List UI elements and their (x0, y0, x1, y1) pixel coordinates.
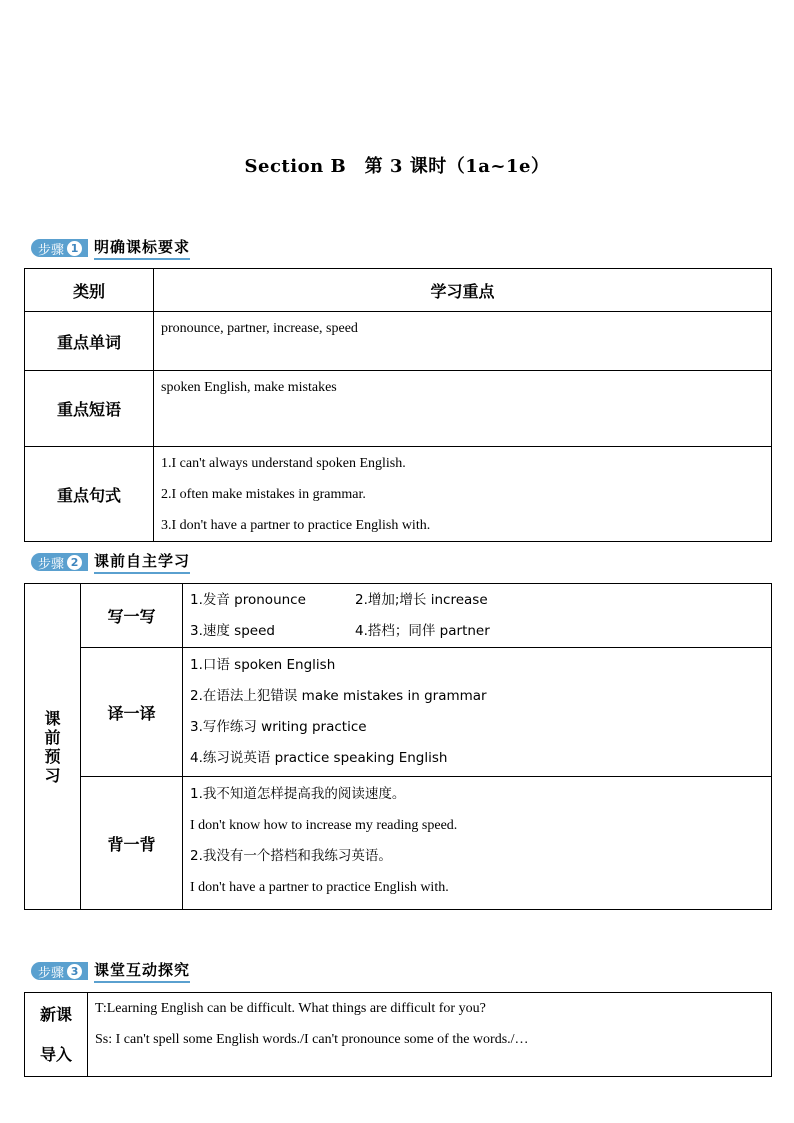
page-title: Section B 第 3 课时（1a~1e） (244, 156, 550, 177)
table-row (25, 993, 772, 1077)
lead-in-content (88, 993, 772, 1077)
content-line (190, 585, 771, 616)
content-line (190, 616, 771, 647)
content-line: 2.我没有一个搭档和我练习英语。 (190, 848, 392, 864)
dialogue-line: T:Learning English can be difficult. What things are difficult for you? (95, 1001, 486, 1016)
side-char: 预 (44, 746, 61, 766)
step-badge (31, 962, 88, 980)
content-line: spoken English, make mistakes (161, 380, 337, 395)
content-line: 3.I don't have a partner to practice English with. (161, 518, 431, 533)
vocab-item: 1.发音 pronounce (190, 592, 306, 608)
row-content (183, 777, 772, 910)
content-line: 2.I often make mistakes in grammar. (161, 487, 366, 502)
step-number: 1 (67, 241, 82, 256)
table-row (25, 312, 772, 371)
row-label: 写一写 (81, 584, 183, 648)
step-label: 明确课标要求 (94, 236, 190, 260)
table-row (25, 584, 772, 648)
step-2-heading (31, 551, 190, 573)
row-content (183, 584, 772, 648)
row-label: 背一背 (81, 777, 183, 910)
step-number: 2 (67, 555, 82, 570)
vocab-item: 2.增加;增长 increase (355, 592, 488, 608)
key-points-table (24, 268, 772, 542)
row-content (154, 447, 772, 542)
table-header-row (25, 269, 772, 312)
content-line: I don't know how to increase my reading speed. (190, 818, 458, 833)
content-line: 3.写作练习 writing practice (190, 719, 367, 735)
side-char: 前 (44, 727, 61, 747)
step-label: 课前自主学习 (94, 550, 190, 574)
step-badge (31, 553, 88, 571)
preview-side-label (25, 584, 81, 910)
vocab-item: 3.速度 speed (190, 623, 275, 639)
step-badge-text: 步骤 (38, 556, 65, 572)
side-char: 习 (44, 765, 61, 785)
preview-table (24, 583, 772, 910)
row-content (154, 312, 772, 371)
row-category: 重点单词 (25, 312, 154, 371)
step-number: 3 (67, 964, 82, 979)
content-line: 1.I can't always understand spoken English. (161, 456, 406, 471)
lead-in-label-line: 新课 (39, 1004, 72, 1024)
step-1-heading (31, 237, 190, 259)
content-line: 1.口语 spoken English (190, 657, 336, 673)
step-badge (31, 239, 88, 257)
content-line: 4.练习说英语 practice speaking English (190, 750, 448, 766)
lead-in-label (25, 993, 88, 1077)
dialogue-line: Ss: I can't spell some English words./I can't pronounce some of the words./… (95, 1032, 529, 1047)
side-char: 课 (44, 708, 61, 728)
step-badge-text: 步骤 (38, 965, 65, 981)
table-row (25, 777, 772, 910)
table-row (25, 648, 772, 777)
content-line: 2.在语法上犯错误 make mistakes in grammar (190, 688, 487, 704)
row-content (183, 648, 772, 777)
step-3-heading (31, 960, 190, 982)
table-row (25, 447, 772, 542)
lead-in-table (24, 992, 772, 1077)
header-focus: 学习重点 (154, 269, 772, 312)
row-label: 译一译 (81, 648, 183, 777)
step-label: 课堂互动探究 (94, 959, 190, 983)
row-category: 重点短语 (25, 371, 154, 447)
table-row (25, 371, 772, 447)
lead-in-label-line: 导入 (39, 1044, 72, 1064)
vocab-item: 4.搭档；同伴 partner (355, 623, 490, 639)
step-badge-text: 步骤 (38, 242, 65, 258)
content-line: pronounce, partner, increase, speed (161, 321, 358, 336)
row-category: 重点句式 (25, 447, 154, 542)
content-line: I don't have a partner to practice English with. (190, 880, 449, 895)
content-line: 1.我不知道怎样提高我的阅读速度。 (190, 786, 406, 802)
row-content (154, 371, 772, 447)
header-category: 类别 (25, 269, 154, 312)
